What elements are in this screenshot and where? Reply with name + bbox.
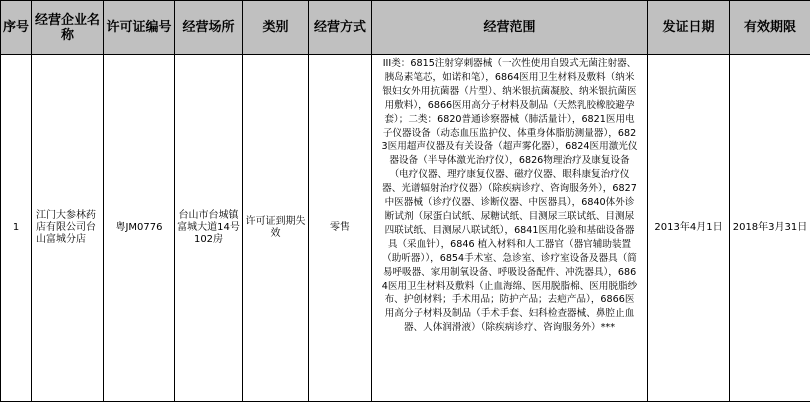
table-row <box>1 55 810 402</box>
header-seq: 序号 <box>1 1 32 55</box>
header-company: 经营企业名称 <box>32 1 104 55</box>
header-scope: 经营范围 <box>372 1 648 55</box>
cell-license-no: 粤JM0776 <box>104 55 175 402</box>
cell-company: 江门大参林药店有限公司台山富城分店 <box>32 55 104 402</box>
cell-premises: 台山市台城镇富城大道14号102房 <box>175 55 243 402</box>
header-issue-date: 发证日期 <box>648 1 730 55</box>
header-valid-until: 有效期限 <box>730 1 810 55</box>
header-premises: 经营场所 <box>175 1 243 55</box>
cell-mode: 零售 <box>309 55 372 402</box>
cell-scope: III类：6815注射穿刺器械（一次性使用自毁式无菌注射器、胰岛素笔芯，如诺和笔），6864医用卫生材料及敷料（纳米银妇女外用抗菌器（片型）、纳米银抗菌凝胶、纳米银抗菌医用敷料），6866医用高分子材料及制品（天然乳胶橡胶避孕套）；二类：6820普通诊察器械（肺活量计），6821医用电子仪器设备（动态血压监护仪、体重身体脂肪测量器），6823医用超声仪器及有关设备（超声雾化器），6824医用激光仪器设备（半导体激光治疗仪），6826物理治疗及康复设备（电疗仪器、理疗康复仪器、磁疗仪器、眼科康复治疗仪器、光谱辐射治疗仪器）（除疾病诊疗、咨询服务外），6827中医器械（诊疗仪器、诊断仪器、中医器具），6840体外诊断试剂（尿蛋白试纸、尿糖试纸、目测尿三联试纸、目测尿四联试纸、目测尿八联试纸），6841医用化验和基础设备器具（采血针），6846 植入材料和人工器官（器官辅助装置（助听器）），6854手术室、急诊室、诊疗室设备及器具（简易呼吸器、家用制氧设备、呼吸设备配件、冲洗器具），6864医用卫生材料及敷料（止血海绵、医用脱脂棉、医用脱脂纱布、护创材料；手术用品；防护产品；去疤产品），6866医用高分子材料及制品（手术手套、妇科检查器械、鼻腔止血器、人体润滑液）（除疾病诊疗、咨询服务外）*** <box>372 55 648 402</box>
header-mode: 经营方式 <box>309 1 372 55</box>
table-body <box>1 55 810 402</box>
cell-seq: 1 <box>1 55 32 402</box>
header-row <box>1 1 810 55</box>
cell-category: 许可证到期失效 <box>243 55 309 402</box>
header-category: 类别 <box>243 1 309 55</box>
table-header <box>1 1 810 55</box>
header-license-no: 许可证编号 <box>104 1 175 55</box>
cell-issue-date: 2013年4月1日 <box>648 55 730 402</box>
cell-valid-until: 2018年3月31日 <box>730 55 810 402</box>
